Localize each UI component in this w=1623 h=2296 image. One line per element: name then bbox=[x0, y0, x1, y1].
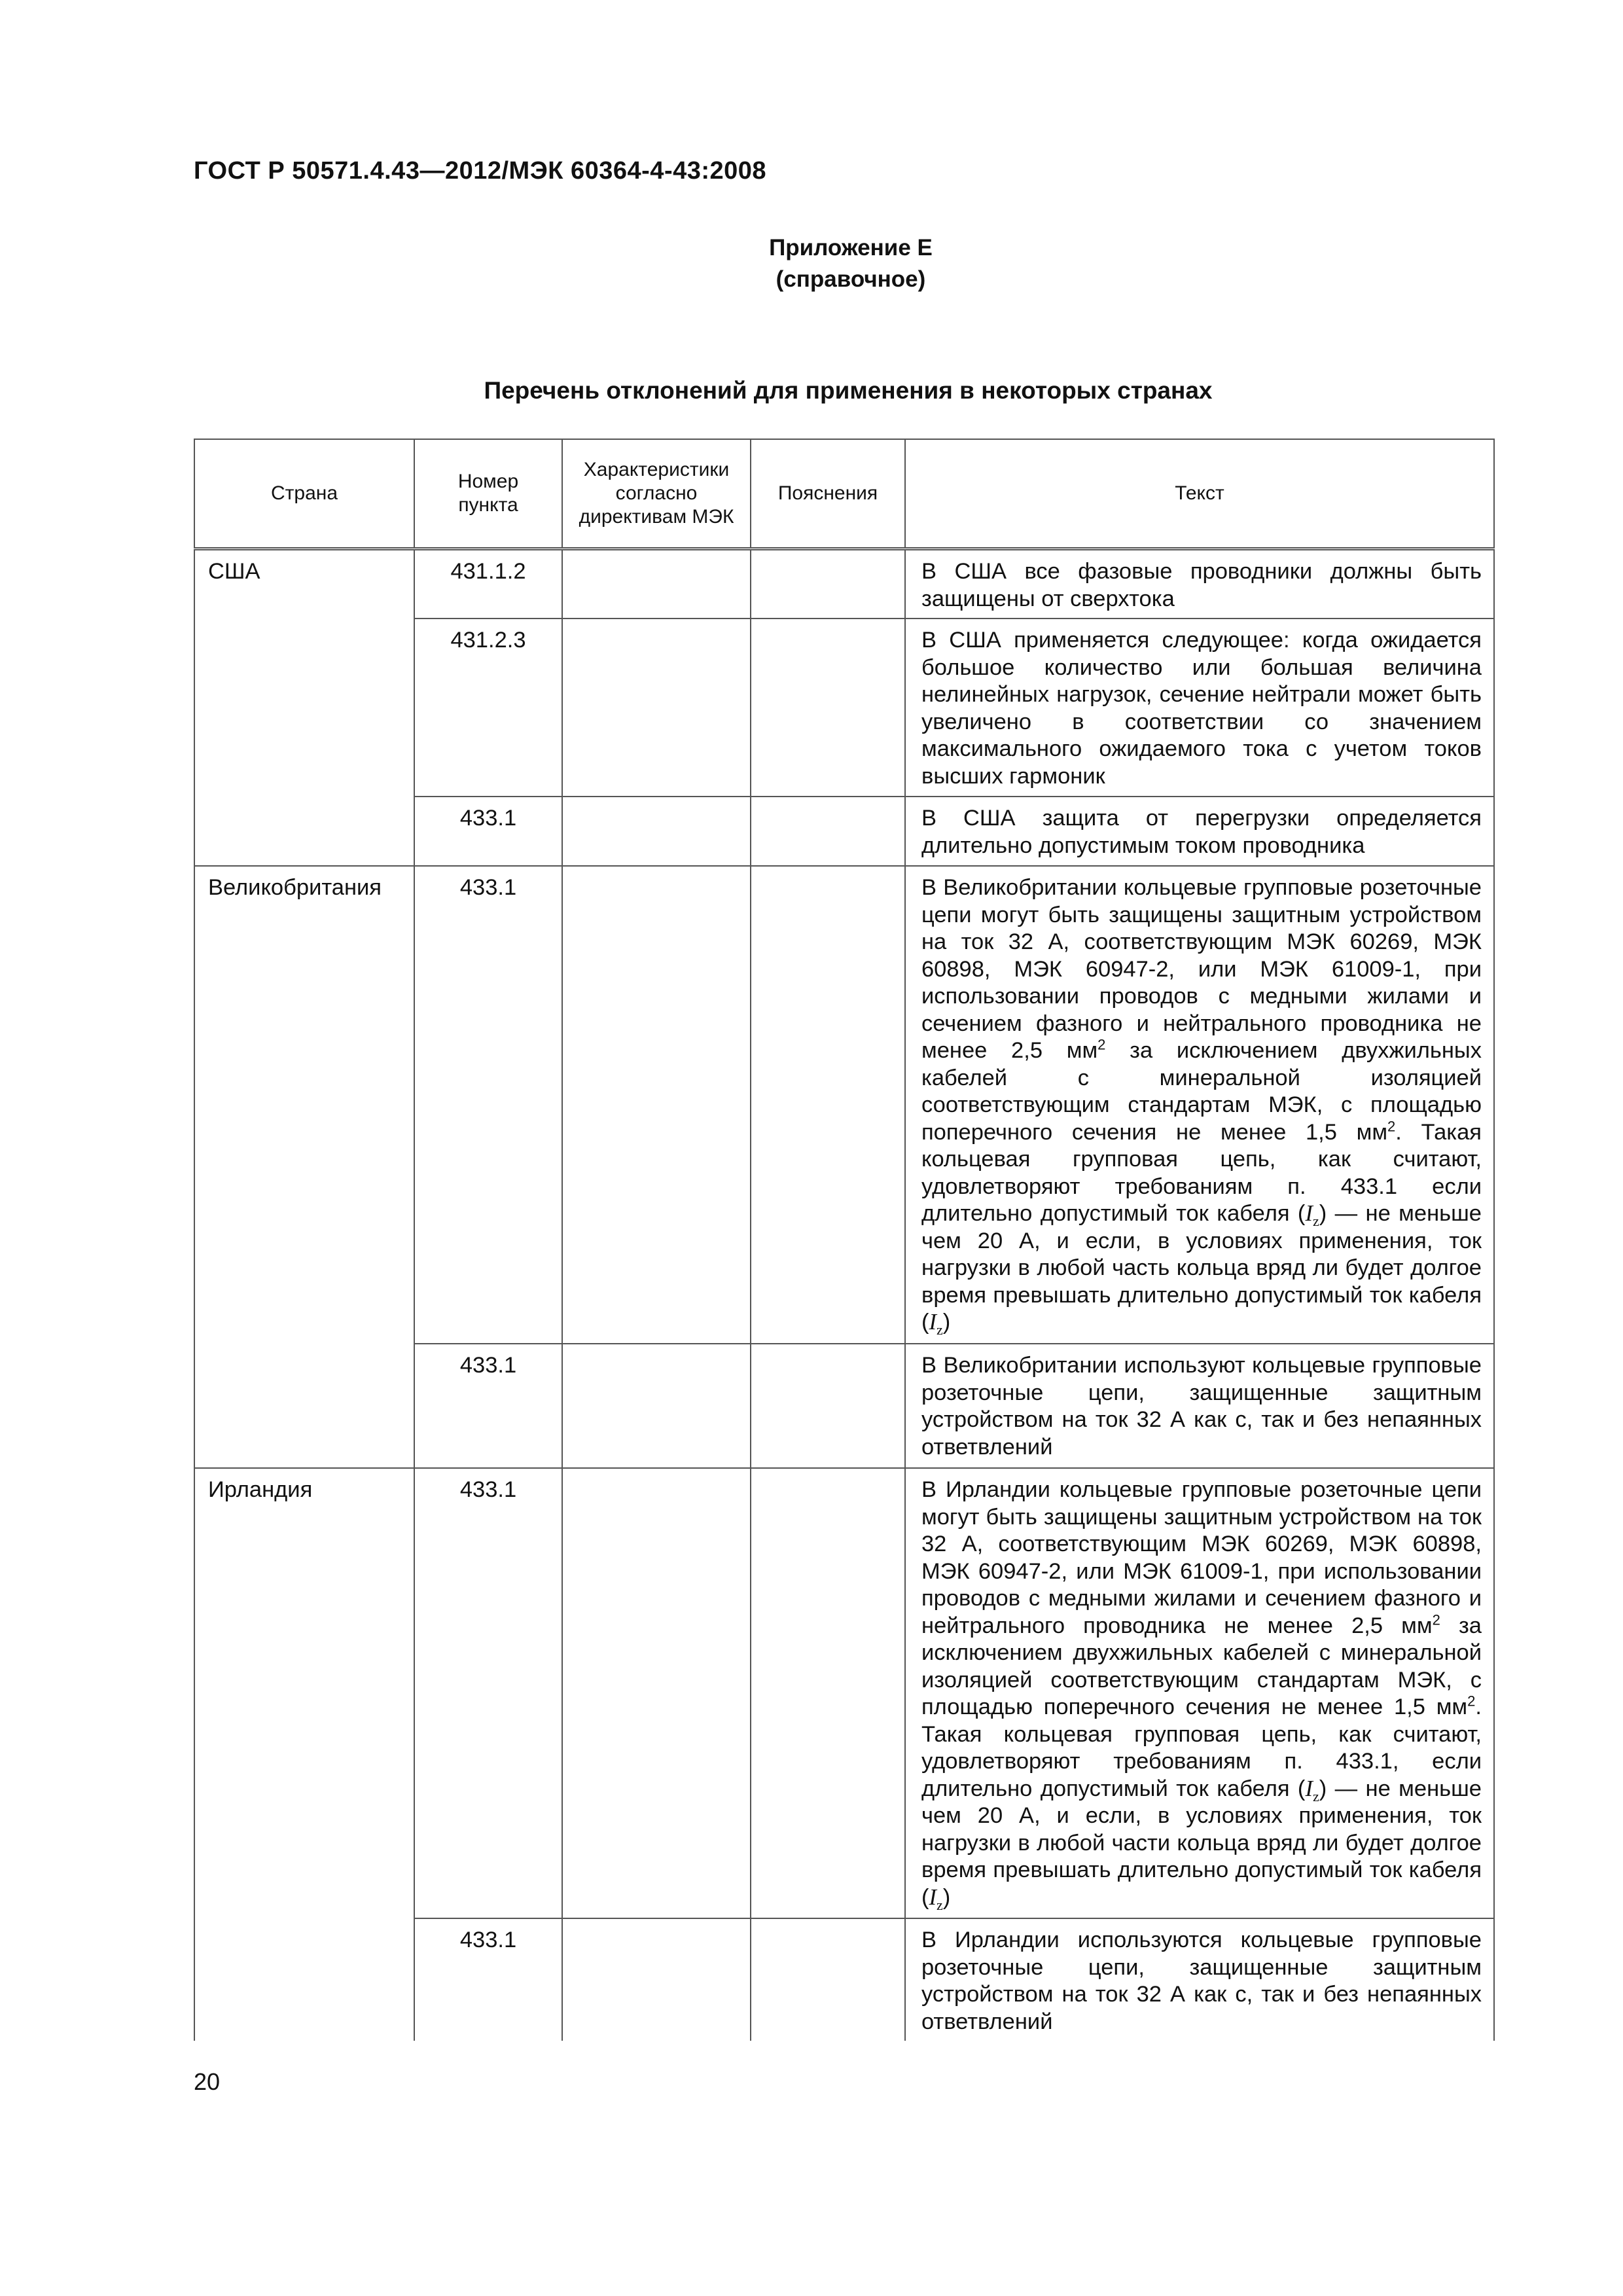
notes-cell bbox=[751, 1468, 905, 1918]
current-symbol-iz bbox=[1305, 1201, 1319, 1229]
symbol-letter: I bbox=[1305, 1776, 1313, 1801]
superscript-2: 2 bbox=[1387, 1118, 1396, 1134]
table-row bbox=[194, 549, 1494, 619]
country-cell bbox=[194, 619, 414, 797]
column-header-number-line: пункта bbox=[458, 494, 518, 516]
text-fragment: В Ирландии кольцевые групповые розеточные цепи могут быть защищены защитным устройством на ток 32 А, соответствующим МЭК 60269, МЭК 60898, МЭК 60947-2, или МЭК 61009-1, при использовании проводов с медными жилами и сечением фазного и нейтрального проводника не менее 2,5 мм bbox=[921, 1477, 1482, 1638]
text-fragment: за исключением двухжильных кабелей с минеральной изоляцией соответствующим стандартам МЭК, с площадью поперечного сечения не менее 1,5 мм bbox=[921, 1613, 1482, 1719]
column-header-notes: Пояснения bbox=[751, 439, 905, 549]
symbol-subscript: z bbox=[936, 1321, 943, 1338]
current-symbol-iz bbox=[1305, 1776, 1319, 1804]
text-cell: В США защита от перегрузки определяется длительно допустимым током проводника bbox=[905, 797, 1494, 866]
notes-cell bbox=[751, 1344, 905, 1468]
table-row bbox=[194, 1344, 1494, 1468]
notes-cell bbox=[751, 1918, 905, 2041]
clause-number-cell: 431.1.2 bbox=[414, 549, 562, 619]
text-fragment: В Великобритании кольцевые групповые розеточные цепи могут быть защищены защитным устройством на ток 32 А, соответствующим МЭК 60269, МЭК 60898, МЭК 60947-2, или МЭК 61009-1, при использовании проводов с медными жилами и сечением фазного и нейтрального проводника не менее 2,5 мм bbox=[921, 875, 1482, 1063]
notes-cell bbox=[751, 866, 905, 1344]
text-cell: В Великобритании используют кольцевые групповые розеточные цепи, защищенные защитным устройством на ток 32 А как с, так и без непаянных ответвлений bbox=[905, 1344, 1494, 1468]
characteristics-cell bbox=[562, 797, 751, 866]
symbol-letter: I bbox=[929, 1310, 936, 1335]
text-cell: В Ирландии используются кольцевые групповые розеточные цепи, защищенные защитным устройством на ток 32 А как с, так и без непаянных ответвлений bbox=[905, 1918, 1494, 2041]
column-header-characteristics-line: директивам МЭК bbox=[579, 506, 734, 528]
column-header-characteristics-line: Характеристики bbox=[583, 459, 730, 480]
notes-cell bbox=[751, 549, 905, 619]
page-title: Перечень отклонений для применения в некоторых странах bbox=[484, 377, 1213, 404]
symbol-letter: I bbox=[1305, 1201, 1313, 1226]
country-cell: Великобритания bbox=[194, 866, 414, 1344]
text-fragment: . Такая кольцевая групповая цепь, как считают, удовлетворяют требованиям п. 433.1, если длительно допустимый ток кабеля ( bbox=[921, 1695, 1482, 1801]
characteristics-cell bbox=[562, 866, 751, 1344]
appendix-label: Приложение Е bbox=[769, 235, 933, 260]
superscript-2: 2 bbox=[1467, 1693, 1476, 1710]
clause-number-cell: 433.1 bbox=[414, 1918, 562, 2041]
notes-cell bbox=[751, 797, 905, 866]
column-header-text: Текст bbox=[905, 439, 1494, 549]
clause-number-cell: 433.1 bbox=[414, 797, 562, 866]
characteristics-cell bbox=[562, 549, 751, 619]
characteristics-cell bbox=[562, 1344, 751, 1468]
text-fragment: ) — не меньше чем 20 А, и если, в условиях применения, ток нагрузки в любой часть кольца вряд ли будет долгое время превышать длительно допустимый ток кабеля ( bbox=[921, 1201, 1482, 1335]
table-row bbox=[194, 1468, 1494, 1918]
characteristics-cell bbox=[562, 1468, 751, 1918]
document-header: ГОСТ Р 50571.4.43—2012/МЭК 60364-4-43:2008 bbox=[194, 157, 767, 185]
deviations-table bbox=[194, 439, 1495, 2041]
appendix-type: (справочное) bbox=[776, 266, 926, 292]
clause-number-cell: 433.1 bbox=[414, 1344, 562, 1468]
superscript-2: 2 bbox=[1097, 1036, 1106, 1053]
text-cell bbox=[905, 1468, 1494, 1918]
current-symbol-iz bbox=[929, 1310, 943, 1338]
superscript-2: 2 bbox=[1432, 1611, 1440, 1628]
column-header-number-line: Номер bbox=[457, 471, 519, 492]
text-fragment: ) — не меньше чем 20 А, и если, в условиях применения, ток нагрузки в любой части кольца вряд ли будет долгое время превышать длительно допустимый ток кабеля ( bbox=[921, 1776, 1482, 1910]
characteristics-cell bbox=[562, 619, 751, 797]
table-row bbox=[194, 866, 1494, 1344]
country-cell bbox=[194, 797, 414, 866]
clause-number-cell: 433.1 bbox=[414, 1468, 562, 1918]
table-row bbox=[194, 1918, 1494, 2041]
column-header-country: Страна bbox=[194, 439, 414, 549]
country-cell bbox=[194, 1344, 414, 1468]
text-cell bbox=[905, 866, 1494, 1344]
text-cell: В США применяется следующее: когда ожидается большое количество или большая величина нелинейных нагрузок, сечение нейтрали может быть увеличено в соответствии со значением максимального ожидаемого тока с учетом токов высших гармоник bbox=[905, 619, 1494, 797]
column-header-characteristics-line: согласно bbox=[615, 482, 698, 504]
characteristics-cell bbox=[562, 1918, 751, 2041]
column-header-number bbox=[414, 439, 562, 549]
text-fragment: за исключением двухжильных кабелей с минеральной изоляцией соответствующим стандартам МЭК, с площадью поперечного сечения не менее 1,5 мм bbox=[921, 1038, 1482, 1145]
text-fragment: ) bbox=[942, 1884, 951, 1910]
country-cell bbox=[194, 1918, 414, 2041]
current-symbol-iz bbox=[929, 1884, 943, 1913]
table-row bbox=[194, 797, 1494, 866]
appendix-title bbox=[700, 232, 1001, 295]
table-header bbox=[194, 439, 1494, 549]
page-number: 20 bbox=[194, 2068, 221, 2095]
symbol-subscript: z bbox=[1312, 1787, 1319, 1804]
column-header-characteristics bbox=[562, 439, 751, 549]
text-fragment: ) bbox=[942, 1310, 951, 1335]
table-row bbox=[194, 619, 1494, 797]
notes-cell bbox=[751, 619, 905, 797]
symbol-subscript: z bbox=[1312, 1212, 1319, 1229]
symbol-letter: I bbox=[929, 1884, 936, 1910]
text-cell: В США все фазовые проводники должны быть защищены от сверхтока bbox=[905, 549, 1494, 619]
text-fragment: . Такая кольцевая групповая цепь, как считают, удовлетворяют требованиям п. 433.1 если длительно допустимый ток кабеля ( bbox=[921, 1119, 1482, 1226]
clause-number-cell: 431.2.3 bbox=[414, 619, 562, 797]
symbol-subscript: z bbox=[936, 1896, 943, 1913]
country-cell: США bbox=[194, 549, 414, 619]
clause-number-cell: 433.1 bbox=[414, 866, 562, 1344]
country-cell: Ирландия bbox=[194, 1468, 414, 1918]
